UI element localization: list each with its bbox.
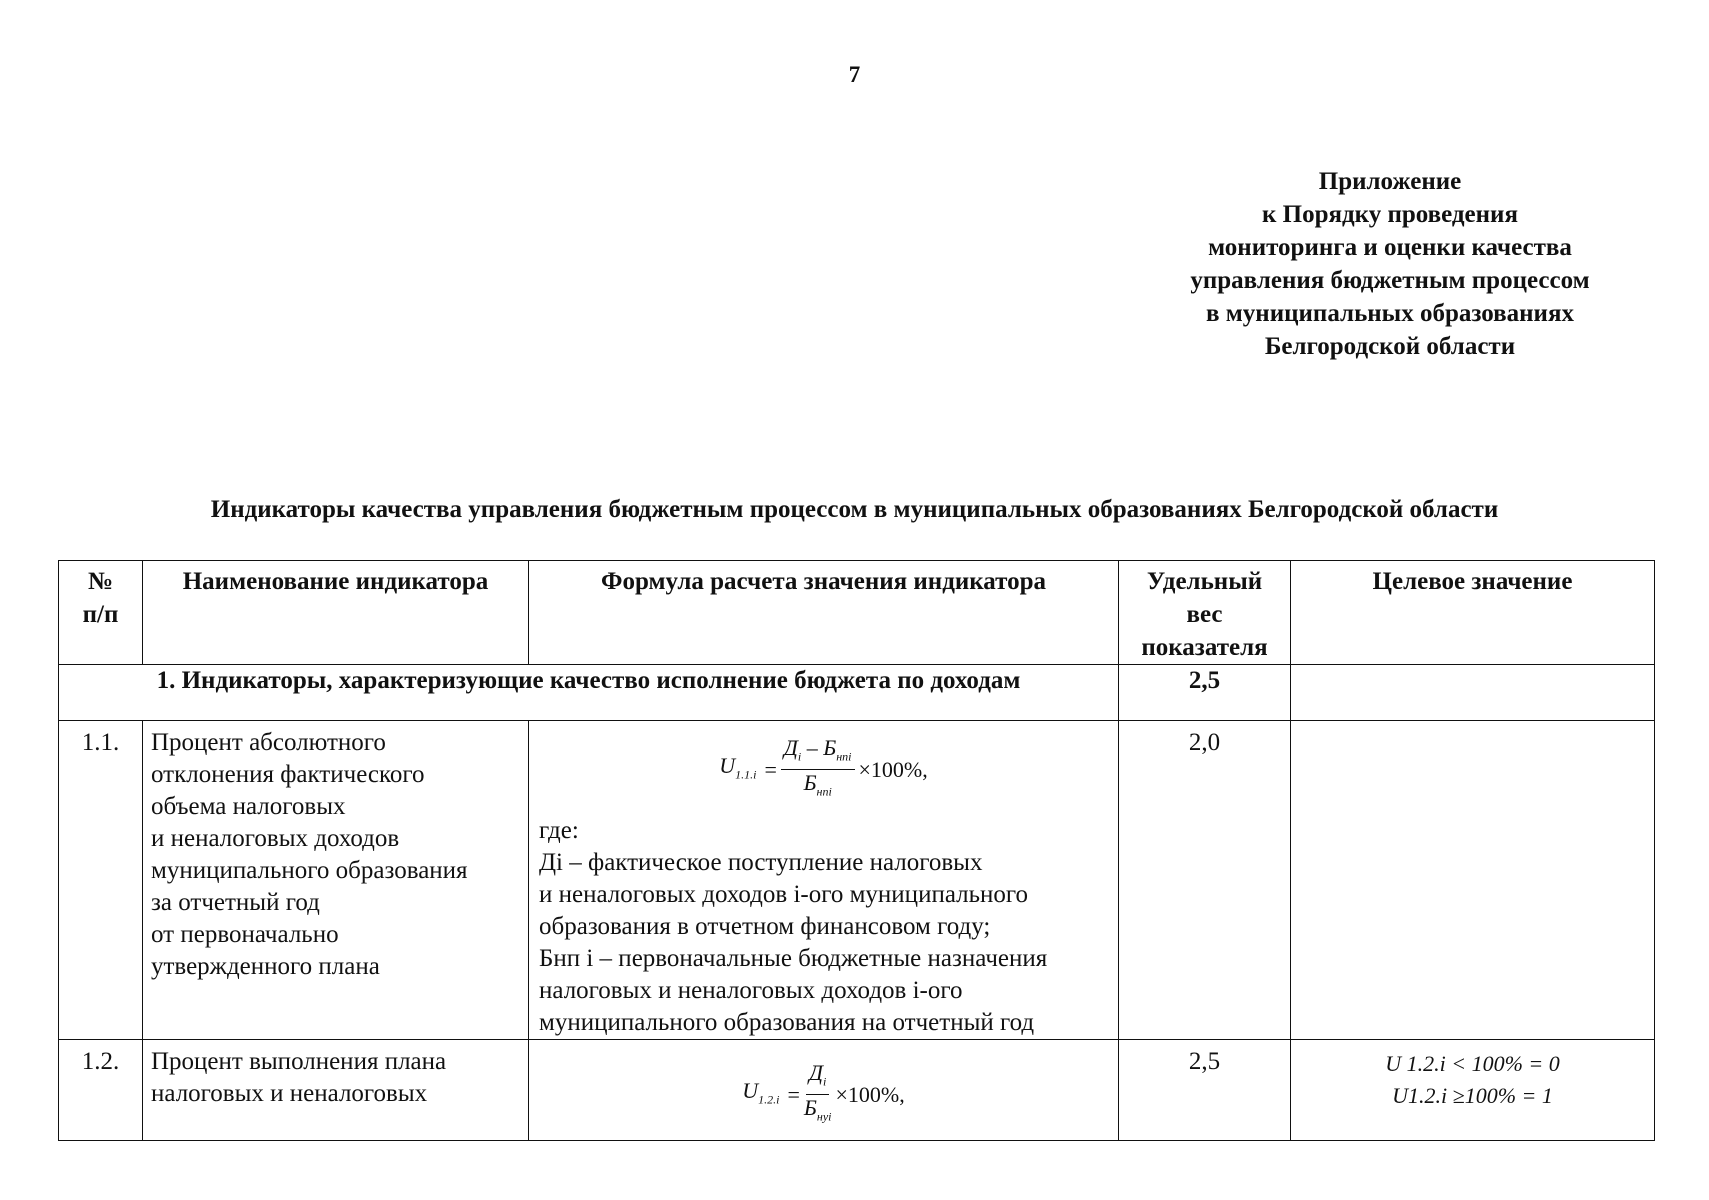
table-header-row [59, 561, 1655, 665]
formula-fraction [781, 735, 855, 805]
legend-line: и неналоговых доходов i-ого муниципального [539, 880, 1029, 908]
indicator-name-line: Процент абсолютного [151, 729, 386, 756]
formula-tail: ×100%, [835, 1081, 905, 1107]
legend-line: Дi – фактическое поступление налоговых [539, 848, 983, 876]
formula-fraction [804, 1060, 832, 1130]
appendix-line: мониторинга и оценки качества [1208, 234, 1572, 261]
header-num-line: п/п [82, 601, 119, 628]
legend-line: Бнп i – первоначальные бюджетные назначения [539, 944, 1048, 972]
header-formula: Формула расчета значения индикатора [529, 561, 1119, 665]
section-weight: 2,5 [1119, 665, 1291, 721]
formula-tail: ×100%, [858, 756, 928, 782]
header-weight-line: Удельный [1146, 568, 1263, 595]
appendix-line: Приложение [1318, 168, 1462, 195]
header-weight-line: показателя [1141, 634, 1268, 661]
formula [539, 735, 1108, 805]
table-row [59, 721, 1655, 1040]
indicator-name-line: муниципального образования [151, 857, 468, 884]
header-target: Целевое значение [1291, 561, 1655, 665]
header-weight [1119, 561, 1291, 665]
indicator-weight: 2,5 [1119, 1040, 1291, 1141]
section-row [59, 665, 1655, 721]
section-target [1291, 665, 1655, 721]
appendix-line: к Порядку проведения [1261, 201, 1518, 228]
formula-legend [539, 815, 1108, 1039]
legend-label: где: [539, 816, 579, 844]
indicator-name-line: утвержденного плана [151, 953, 380, 980]
appendix-line: управления бюджетным процессом [1190, 267, 1590, 294]
indicator-name-line: объема налоговых [151, 793, 346, 820]
target-line: U1.2.i ≥100% = 1 [1392, 1083, 1553, 1108]
formula-numerator: $Д_i - Б_{нпi}$ [781, 735, 855, 770]
indicator-name-line: и неналоговых доходов [151, 825, 400, 852]
formula-cell [529, 1040, 1119, 1141]
indicator-target [1291, 1040, 1655, 1141]
indicator-name-line: Процент выполнения плана [151, 1048, 447, 1075]
indicator-name-line: отклонения фактического [151, 761, 425, 788]
formula-lhs: $U_{1.2.i}$ [742, 1077, 780, 1107]
formula-lhs: $U_{1.1.i}$ [719, 752, 757, 782]
header-weight-line: вес [1186, 601, 1223, 628]
appendix-line: в муниципальных образованиях [1206, 300, 1574, 327]
indicators-table [58, 560, 1655, 1141]
indicator-target [1291, 721, 1655, 1040]
formula-numerator: $Д_i$ [806, 1060, 829, 1095]
appendix-block [1120, 165, 1660, 363]
formula-denominator: $Б_{нуi}$ [803, 1095, 832, 1124]
indicator-weight: 2,0 [1119, 721, 1291, 1040]
legend-line: образования в отчетном финансовом году; [539, 912, 991, 940]
section-title: 1. Индикаторы, характеризующие качество исполнение бюджета по доходам [59, 665, 1119, 721]
row-number: 1.2. [59, 1040, 143, 1141]
row-number: 1.1. [59, 721, 143, 1040]
header-num [59, 561, 143, 665]
formula [539, 1060, 1108, 1130]
formula-equals: = [787, 1081, 800, 1107]
formula-cell [529, 721, 1119, 1040]
formula-denominator: $Б_{нпi}$ [803, 770, 832, 799]
target-line: U 1.2.i < 100% = 0 [1385, 1051, 1560, 1076]
appendix-line: Белгородской области [1264, 333, 1516, 360]
header-num-line: № [87, 568, 114, 595]
table-row [59, 1040, 1655, 1141]
formula-equals: = [764, 756, 777, 782]
document-title: Индикаторы качества управления бюджетным процессом в муниципальных образованиях Белгородской области [210, 496, 1499, 523]
indicator-name [143, 721, 529, 1040]
page-number: 7 [848, 62, 861, 87]
indicator-name-line: от первоначально [151, 921, 339, 948]
legend-line: налоговых и неналоговых доходов i-ого [539, 976, 963, 1004]
indicator-name-line: налоговых и неналоговых [151, 1080, 428, 1107]
indicator-name-line: за отчетный год [151, 889, 320, 916]
header-name: Наименование индикатора [143, 561, 529, 665]
indicator-name [143, 1040, 529, 1141]
legend-line: муниципального образования на отчетный год [539, 1008, 1035, 1036]
